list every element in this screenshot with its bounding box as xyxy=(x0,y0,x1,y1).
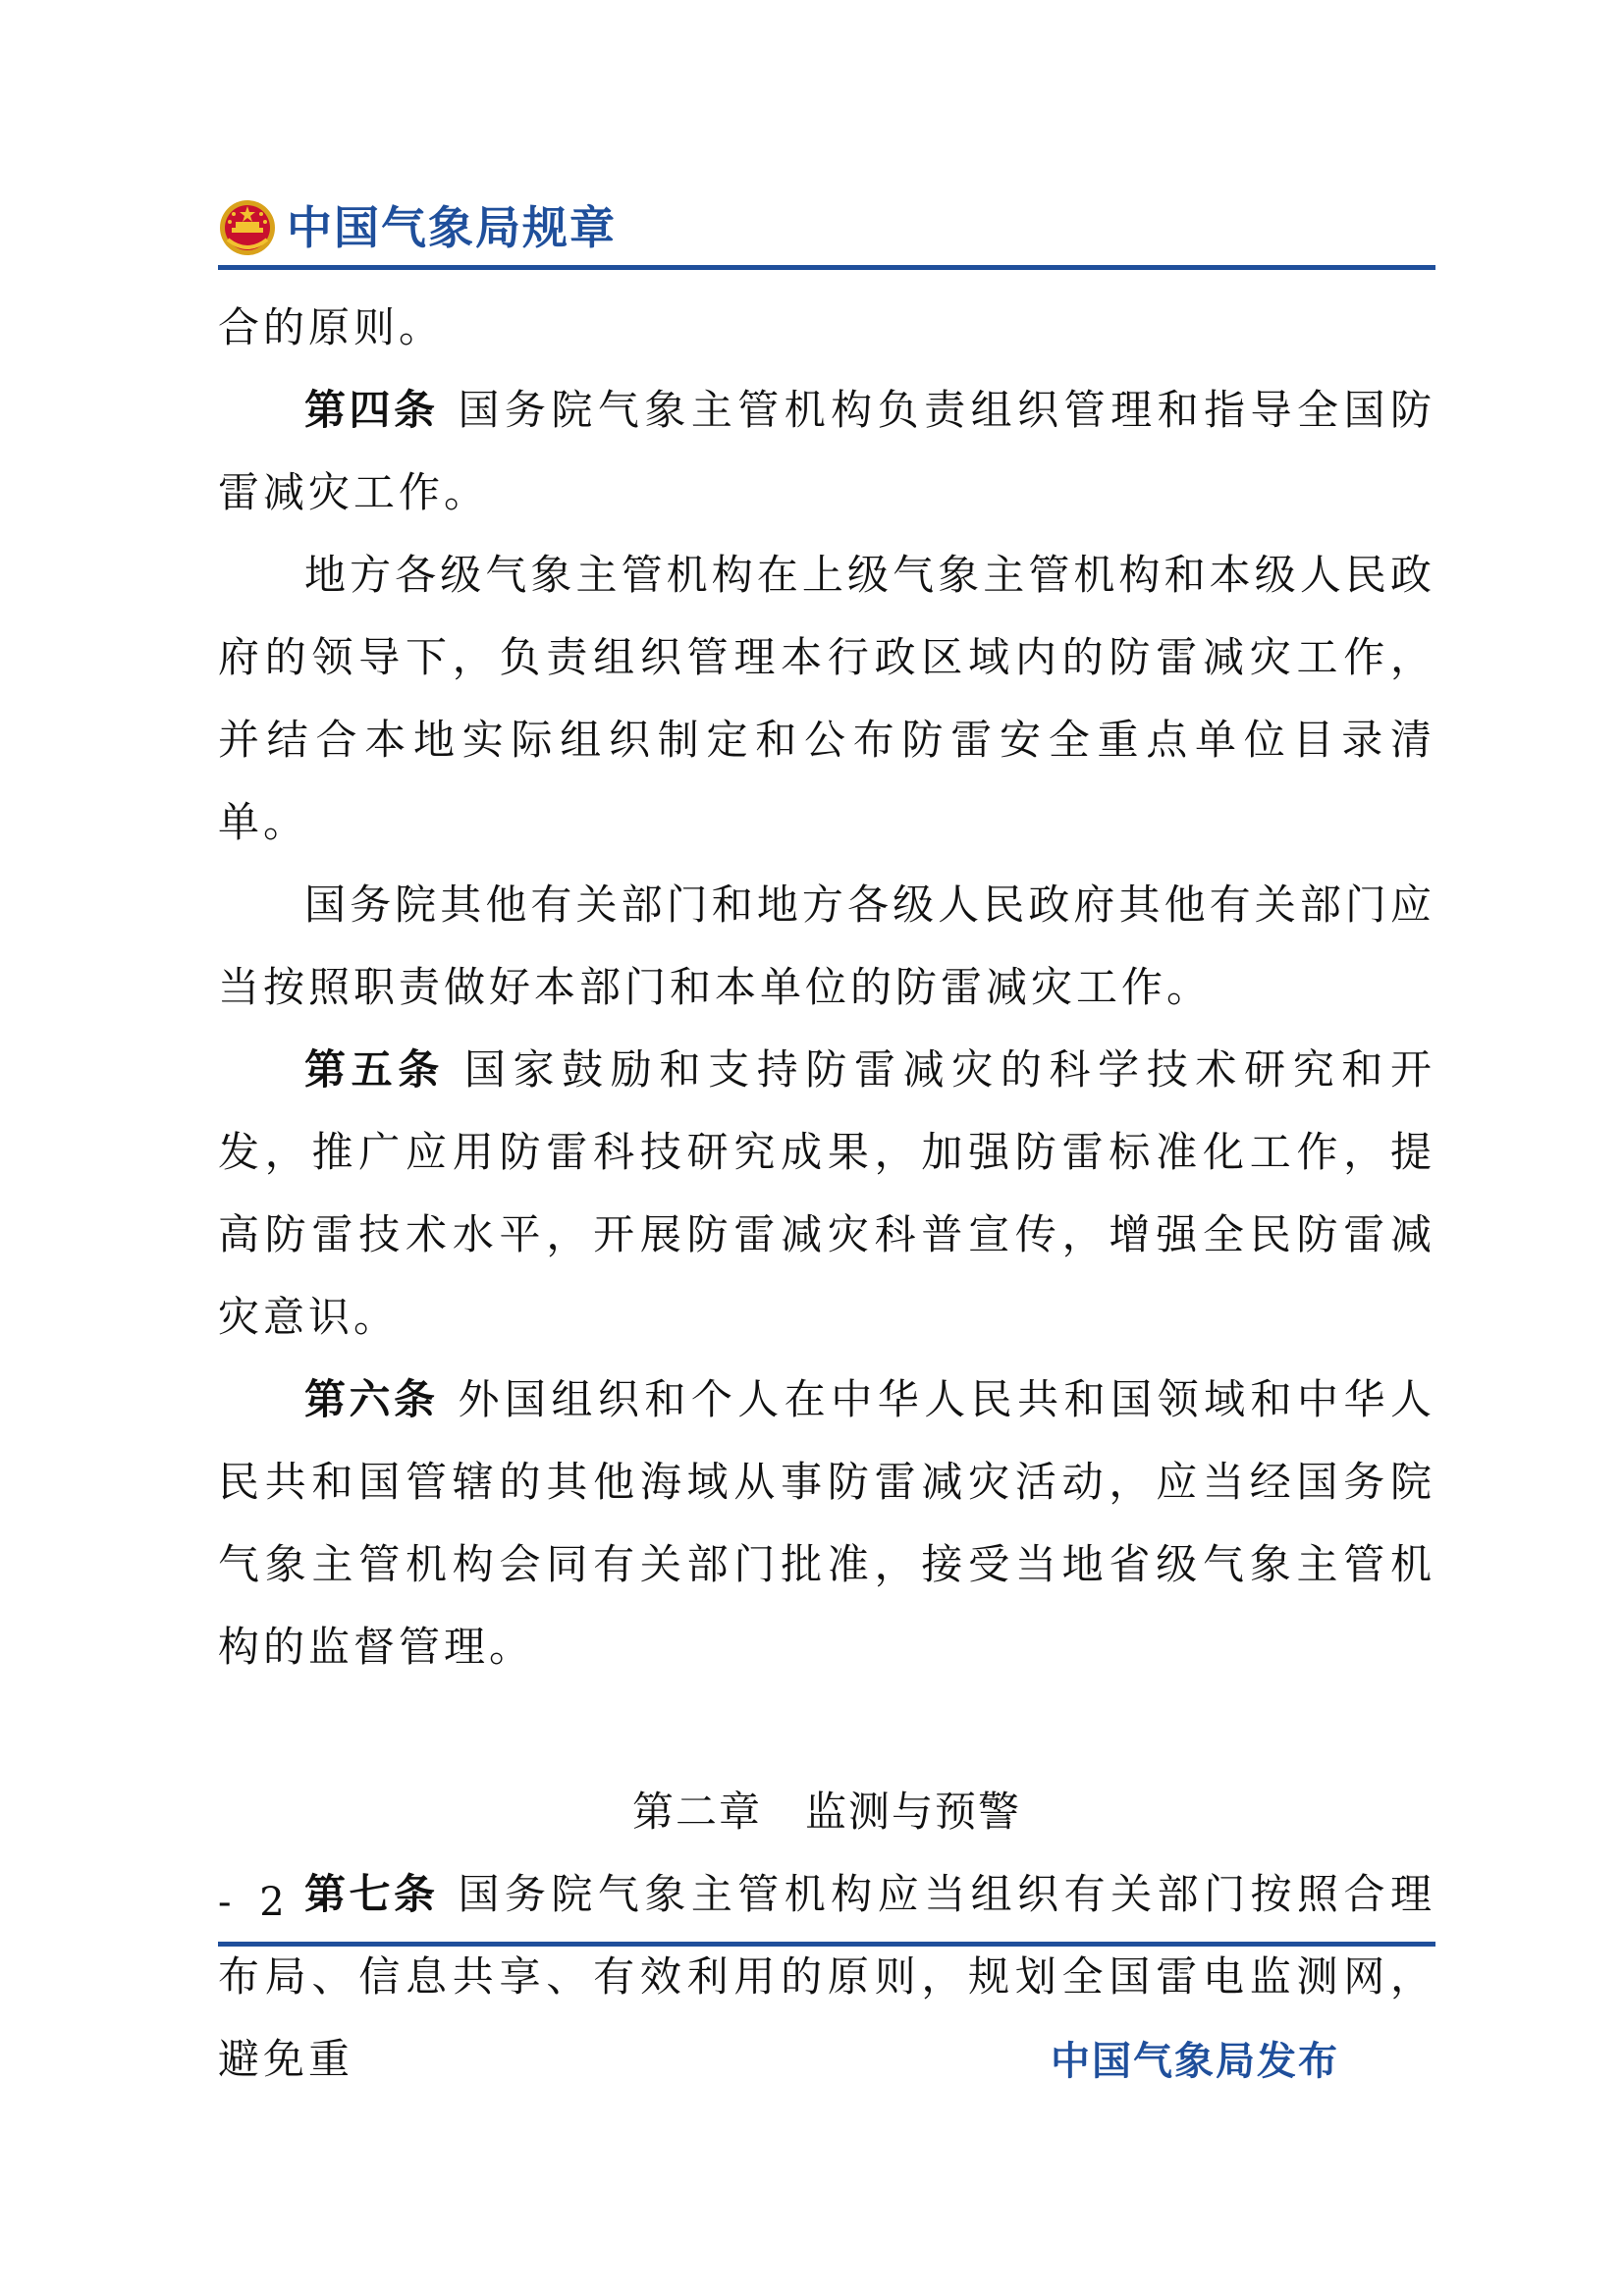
article-text: 国务院气象主管机构负责组织管理和指导全国防雷减灾工作。 xyxy=(218,386,1435,516)
article-text: 国务院气象主管机构应当组织有关部门按照合理布局、信息共享、有效利用的原则，规划全国雷电监测网，避免重 xyxy=(218,1870,1435,2083)
article-4 xyxy=(218,369,1435,534)
footer-divider xyxy=(218,1942,1435,1947)
page-header xyxy=(218,192,1435,265)
chapter-heading: 第二章 监测与预警 xyxy=(631,1788,1021,1836)
article-number: 第七条 xyxy=(304,1870,439,1918)
article-4-paragraph-3: 国务院其他有关部门和地方各级人民政府其他有关部门应当按照职责做好本部门和本单位的防雷减灾工作。 xyxy=(218,881,1435,1011)
article-6 xyxy=(218,1359,1435,1688)
header-divider xyxy=(218,265,1435,270)
header-title: 中国气象局规章 xyxy=(287,201,617,254)
article-4-paragraph-2: 地方各级气象主管机构在上级气象主管机构和本级人民政府的领导下，负责组织管理本行政区域内的防雷减灾工作，并结合本地实际组织制定和公布防雷安全重点单位目录清单。 xyxy=(218,551,1435,846)
paragraph-continued: 合的原则。 xyxy=(218,303,445,351)
article-text: 外国组织和个人在中华人民共和国领域和中华人民共和国管辖的其他海域从事防雷减灾活动，应当经国务院气象主管机构会同有关部门批准，接受当地省级气象主管机构的监督管理。 xyxy=(218,1375,1435,1671)
article-number: 第五条 xyxy=(304,1045,445,1094)
article-number: 第六条 xyxy=(304,1375,439,1423)
article-text: 国家鼓励和支持防雷减灾的科学技术研究和开发，推广应用防雷科技研究成果，加强防雷标准化工作，提高防雷技术水平，开展防雷减灾科普宣传，增强全民防雷减灾意识。 xyxy=(218,1045,1435,1341)
national-emblem-icon xyxy=(218,198,277,257)
article-5 xyxy=(218,1029,1435,1359)
page-number: - 2 - xyxy=(218,1880,334,1925)
article-number: 第四条 xyxy=(304,386,439,434)
publisher-label: 中国气象局发布 xyxy=(1051,2039,1339,2084)
